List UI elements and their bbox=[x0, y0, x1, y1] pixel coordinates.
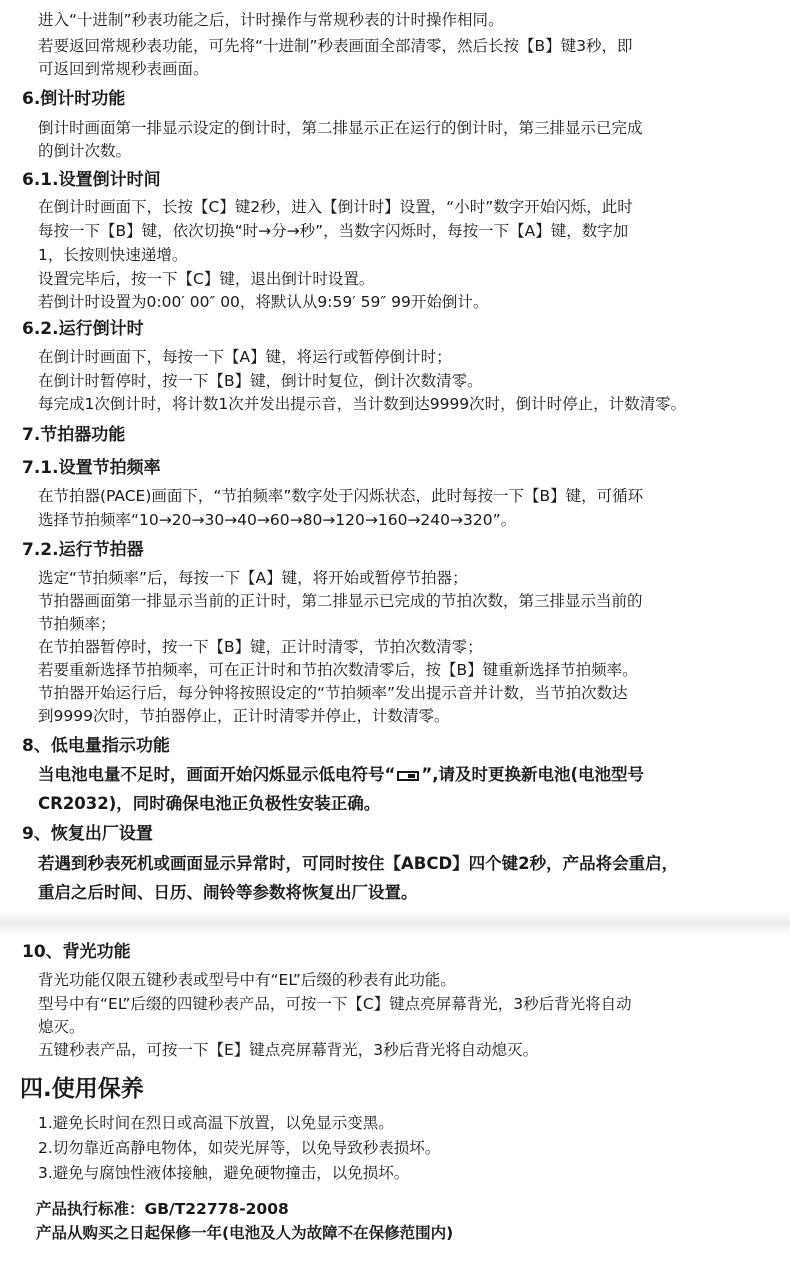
text-line: 倒计时画面第一排显示设定的倒计时，第二排显示正在运行的倒计时，第三排显示已完成 bbox=[38, 119, 643, 137]
text-line: 型号中有“EL”后缀的四键秒表产品，可按一下【C】键点亮屏幕背光，3秒后背光将自动 bbox=[38, 995, 632, 1013]
text-line: 若遇到秒表死机或画面显示异常时，可同时按住【ABCD】四个键2秒，产品将会重启， bbox=[38, 854, 679, 873]
text-line: 重启之后时间、日历、闹铃等参数将恢复出厂设置。 bbox=[38, 883, 418, 902]
text-line: 节拍器画面第一排显示当前的正计时，第二排显示已完成的节拍次数，第三排显示当前的 bbox=[38, 592, 643, 610]
text-fragment: 当电池电量不足时，画面开始闪烁显示低电符号“ bbox=[38, 765, 396, 784]
section-heading: 7.1.设置节拍频率 bbox=[22, 458, 161, 478]
battery-low-icon bbox=[397, 771, 419, 781]
text-line: 节拍频率； bbox=[38, 615, 116, 633]
section-heading: 7.2.运行节拍器 bbox=[22, 540, 144, 560]
text-line: 1，长按则快速递增。 bbox=[38, 246, 188, 264]
text-line: 若要重新选择节拍频率，可在正计时和节拍次数清零后，按【B】键重新选择节拍频率。 bbox=[38, 661, 638, 679]
text-line: 在倒计时画面下，每按一下【A】键，将运行或暂停倒计时； bbox=[38, 348, 452, 366]
warranty-note: 产品从购买之日起保修一年(电池及人为故障不在保修范围内) bbox=[36, 1224, 454, 1242]
standard-note: 产品执行标准：GB/T22778-2008 bbox=[36, 1200, 289, 1218]
section-heading: 6.2.运行倒计时 bbox=[22, 319, 144, 339]
section-heading: 9、恢复出厂设置 bbox=[22, 824, 153, 844]
text-line: 背光功能仅限五键秒表或型号中有“EL”后缀的秒表有此功能。 bbox=[38, 971, 456, 989]
chapter-heading: 四.使用保养 bbox=[20, 1076, 144, 1102]
text-line: 在节拍器暂停时，按一下【B】键，正计时清零，节拍次数清零； bbox=[38, 638, 483, 656]
text-line: 的倒计次数。 bbox=[38, 142, 132, 160]
section-heading: 6.倒计时功能 bbox=[22, 89, 126, 109]
text-line: 若倒计时设置为0:00′ 00″ 00，将默认从9:59′ 59″ 99开始倒计。 bbox=[38, 293, 489, 311]
divider-band bbox=[0, 912, 790, 938]
text-line: 在节拍器(PACE)画面下，“节拍频率”数字处于闪烁状态，此时每按一下【B】键，可循环 bbox=[38, 487, 644, 505]
text-line bbox=[38, 764, 772, 786]
text-line: 五键秒表产品，可按一下【E】键点亮屏幕背光，3秒后背光将自动熄灭。 bbox=[38, 1041, 539, 1059]
section-heading: 7.节拍器功能 bbox=[22, 425, 126, 445]
text-line: CR2032)，同时确保电池正负极性安装正确。 bbox=[38, 794, 381, 813]
section-heading: 8、低电量指示功能 bbox=[22, 736, 170, 756]
text-line: 熄灭。 bbox=[38, 1018, 85, 1036]
text-line: 设置完毕后，按一下【C】键，退出倒计时设置。 bbox=[38, 270, 375, 288]
text-line: 在倒计时暂停时，按一下【B】键，倒计时复位，倒计次数清零。 bbox=[38, 372, 483, 390]
text-line: 3.避免与腐蚀性液体接触，避免硬物撞击，以免损坏。 bbox=[38, 1164, 410, 1182]
text-line: 到9999次时，节拍器停止，正计时清零并停止，计数清零。 bbox=[38, 707, 450, 725]
section-heading: 6.1.设置倒计时间 bbox=[22, 170, 161, 190]
text-line: 若要返回常规秒表功能，可先将“十进制”秒表画面全部清零，然后长按【B】键3秒，即 bbox=[38, 37, 633, 55]
text-line: 每完成1次倒计时，将计数1次并发出提示音，当计数到达9999次时，倒计时停止，计数清零。 bbox=[38, 395, 687, 413]
text-fragment: ”,请及时更换新电池(电池型号 bbox=[421, 765, 645, 784]
text-line: 2.切勿靠近高静电物体，如荧光屏等，以免导致秒表损坏。 bbox=[38, 1139, 441, 1157]
text-line: 选择节拍频率“10→20→30→40→60→80→120→160→240→320”。 bbox=[38, 511, 517, 529]
text-line: 每按一下【B】键，依次切换“时→分→秒”，当数字闪烁时，每按一下【A】键，数字加 bbox=[38, 222, 629, 240]
text-line: 可返回到常规秒表画面。 bbox=[38, 60, 209, 78]
text-line: 节拍器开始运行后，每分钟将按照设定的“节拍频率”发出提示音并计数，当节拍次数达 bbox=[38, 684, 628, 702]
text-line: 在倒计时画面下，长按【C】键2秒，进入【倒计时】设置，“小时”数字开始闪烁，此时 bbox=[38, 198, 633, 216]
text-line: 进入“十进制”秒表功能之后，计时操作与常规秒表的计时操作相同。 bbox=[38, 11, 504, 29]
section-heading: 10、背光功能 bbox=[22, 942, 131, 962]
text-line: 选定“节拍频率”后，每按一下【A】键，将开始或暂停节拍器； bbox=[38, 569, 468, 587]
text-line: 1.避免长时间在烈日或高温下放置，以免显示变黑。 bbox=[38, 1114, 394, 1132]
